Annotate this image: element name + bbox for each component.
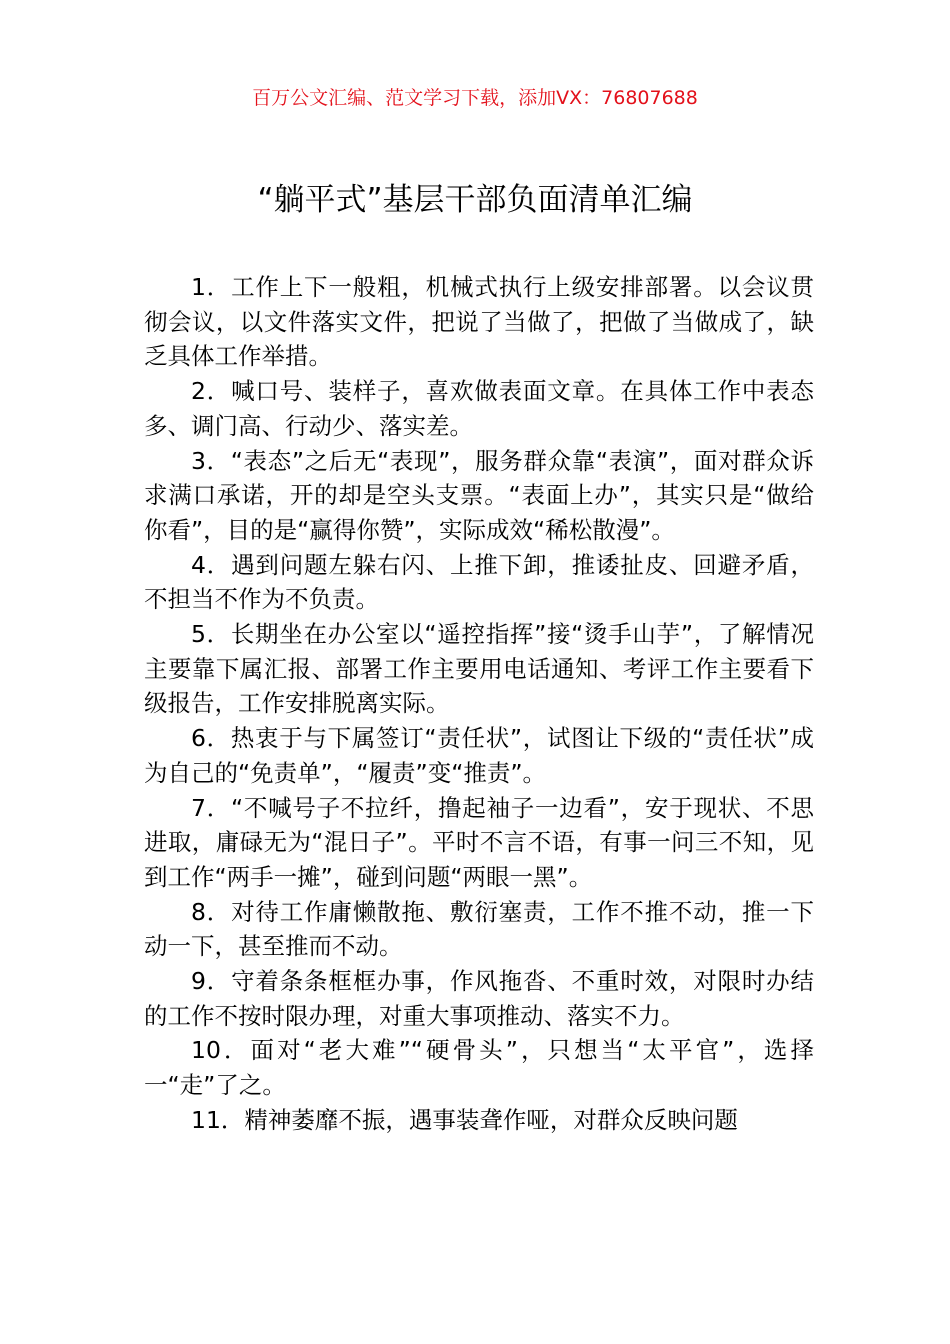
list-item: 6．热衷于与下属签订“责任状”，试图让下级的“责任状”成为自己的“免责单”，“履责”变“推责”。 xyxy=(144,724,814,787)
list-item: 2．喊口号、装样子，喜欢做表面文章。在具体工作中表态多、调门高、行动少、落实差。 xyxy=(144,377,814,440)
list-item: 11．精神萎靡不振，遇事装聋作哑，对群众反映问题 xyxy=(191,1105,738,1134)
watermark-header: 百万公文汇编、范文学习下载，添加VX：76807688 xyxy=(252,87,698,109)
list-item: 3．“表态”之后无“表现”，服务群众靠“表演”，面对群众诉求满口承诺，开的却是空头支票。“表面上办”，其实只是“做给你看”，目的是“赢得你赞”，实际成效“稀松散漫”。 xyxy=(144,446,814,544)
document-body xyxy=(144,270,814,1138)
list-item: 5．长期坐在办公室以“遥控指挥”接“烫手山芋”，了解情况主要靠下属汇报、部署工作主要用电话通知、考评工作主要看下级报告，工作安排脱离实际。 xyxy=(144,620,814,718)
list-item: 1．工作上下一般粗，机械式执行上级安排部署。以会议贯彻会议，以文件落实文件，把说了当做了，把做了当做成了，缺乏具体工作举措。 xyxy=(144,273,814,371)
list-item: 8．对待工作庸懒散拖、敷衍塞责，工作不推不动，推一下动一下，甚至推而不动。 xyxy=(144,897,814,961)
document-title: “躺平式”基层干部负面清单汇编 xyxy=(257,182,693,218)
list-item: 9．守着条条框框办事，作风拖沓、不重时效，对限时办结的工作不按时限办理，对重大事项推动、落实不力。 xyxy=(144,967,814,1030)
list-item: 10．面对“老大难”“硬骨头”，只想当“太平官”，选择一“走”了之。 xyxy=(144,1036,814,1100)
list-item: 4．遇到问题左躲右闪、上推下卸，推诿扯皮、回避矛盾，不担当不作为不负责。 xyxy=(144,550,814,614)
list-item: 7．“不喊号子不拉纤，撸起袖子一边看”，安于现状、不思进取，庸碌无为“混日子”。平时不言不语，有事一问三不知，见到工作“两手一摊”，碰到问题“两眼一黑”。 xyxy=(144,793,814,891)
